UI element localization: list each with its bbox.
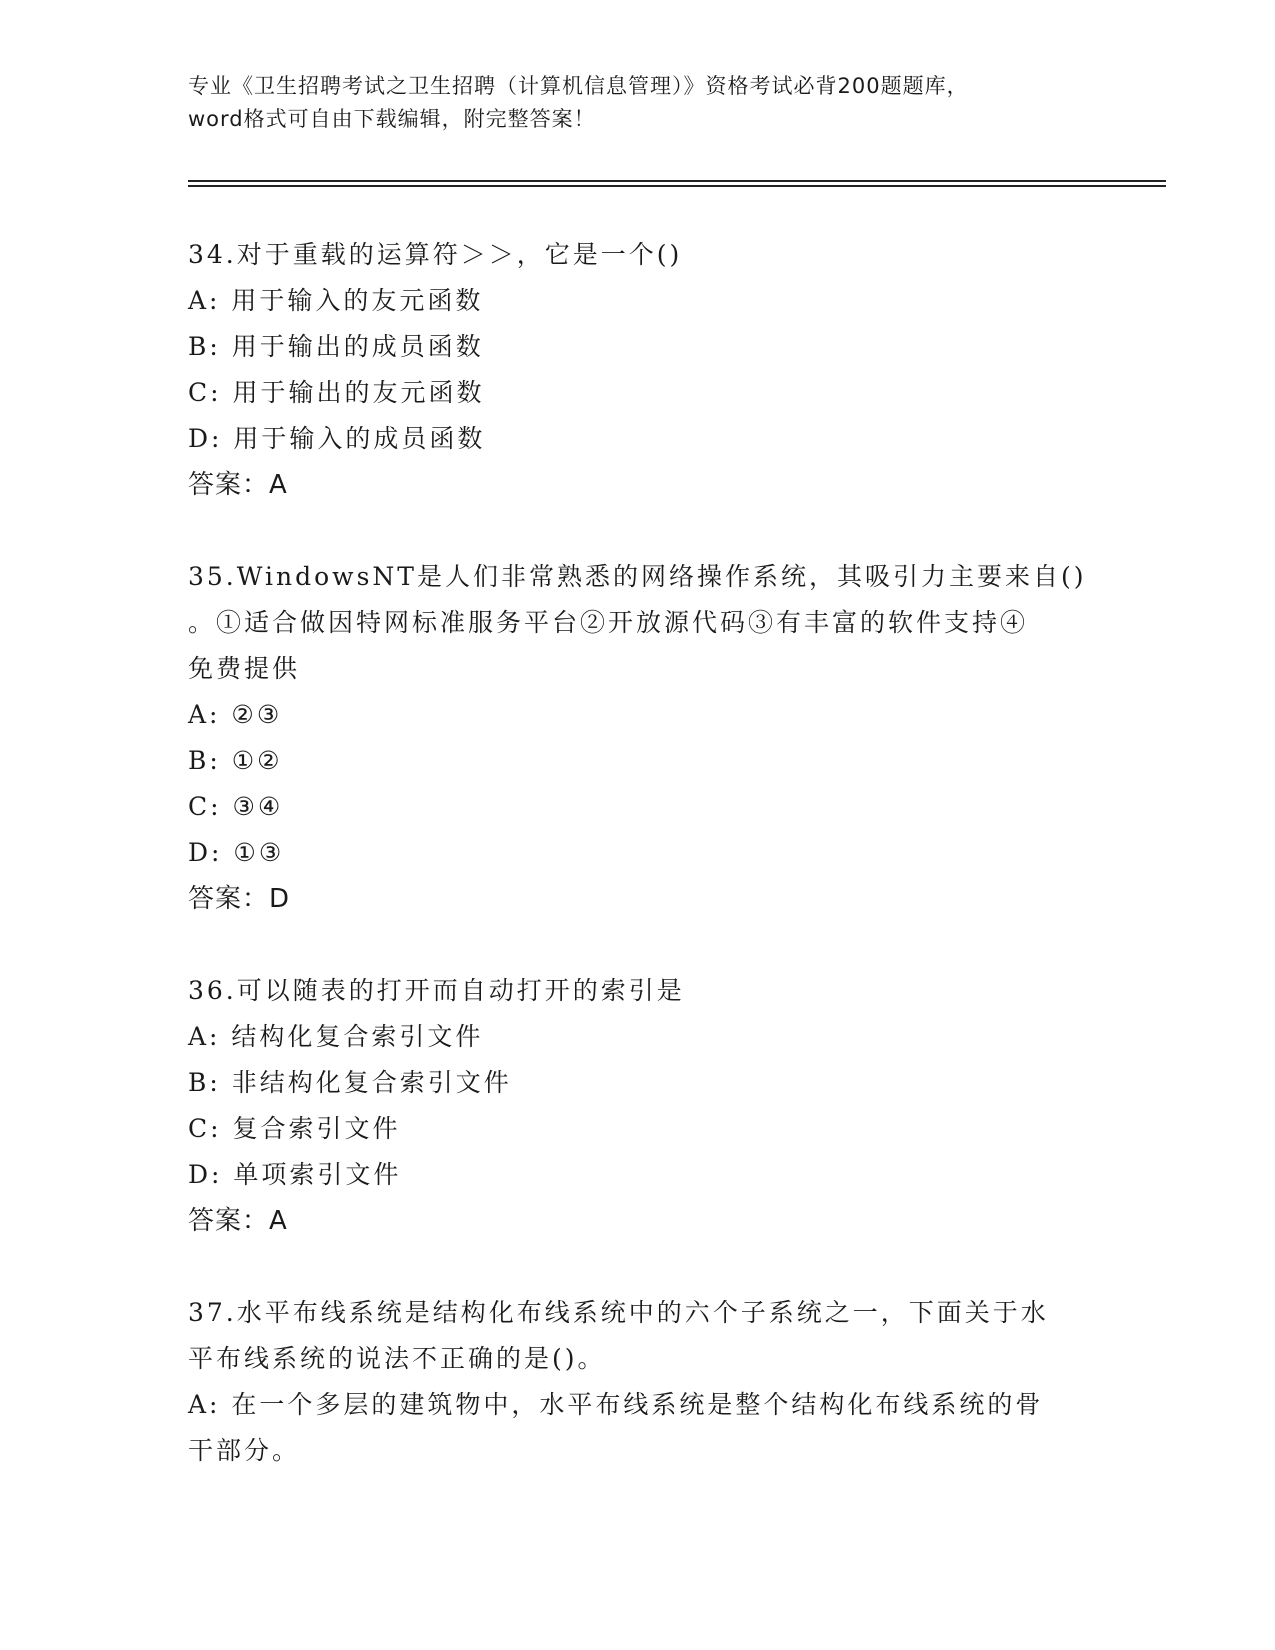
header-title-line-1: 专业《卫生招聘考试之卫生招聘（计算机信息管理）》资格考试必背200题题库， (188, 74, 969, 98)
option-a: A: 结构化复合索引文件 (188, 1022, 484, 1051)
document-header (188, 70, 1088, 136)
question-list (188, 232, 1088, 1520)
question-text-continued: 平布线系统的说法不正确的是()。 (188, 1344, 606, 1373)
answer-line: 答案：D (188, 884, 291, 914)
option-d: D: 用于输入的成员函数 (188, 424, 486, 453)
answer-line: 答案：A (188, 1206, 288, 1236)
header-divider-top (188, 180, 1166, 182)
question-text-continued: 。①适合做因特网标准服务平台②开放源代码③有丰富的软件支持④ (188, 608, 1029, 637)
header-title-line-2: word格式可自由下载编辑，附完整答案！ (188, 107, 596, 131)
option-a: A: 在一个多层的建筑物中，水平布线系统是整个结构化布线系统的骨 (188, 1390, 1044, 1419)
option-d: D: ①③ (188, 838, 285, 867)
option-d: D: 单项索引文件 (188, 1160, 402, 1189)
question-text: 36.可以随表的打开而自动打开的索引是 (188, 976, 685, 1005)
option-a-continued: 干部分。 (188, 1436, 301, 1465)
question-36 (188, 968, 1088, 1244)
option-b: B: ①② (188, 746, 283, 775)
option-b: B: 非结构化复合索引文件 (188, 1068, 512, 1097)
question-text: 34.对于重载的运算符＞＞，它是一个() (188, 240, 683, 269)
answer-line: 答案：A (188, 470, 288, 500)
question-text: 37.水平布线系统是结构化布线系统中的六个子系统之一，下面关于水 (188, 1298, 1049, 1327)
question-text: 35.WindowsNT是人们非常熟悉的网络操作系统，其吸引力主要来自() (188, 562, 1087, 591)
option-c: C: 复合索引文件 (188, 1114, 401, 1143)
question-37 (188, 1290, 1088, 1474)
option-c: C: 用于输出的友元函数 (188, 378, 485, 407)
header-divider-bottom (188, 185, 1166, 187)
question-34 (188, 232, 1088, 508)
question-text-continued: 免费提供 (188, 654, 301, 683)
option-b: B: 用于输出的成员函数 (188, 332, 484, 361)
question-35 (188, 554, 1088, 922)
option-c: C: ③④ (188, 792, 284, 821)
option-a: A: 用于输入的友元函数 (188, 286, 484, 315)
option-a: A: ②③ (188, 700, 283, 729)
